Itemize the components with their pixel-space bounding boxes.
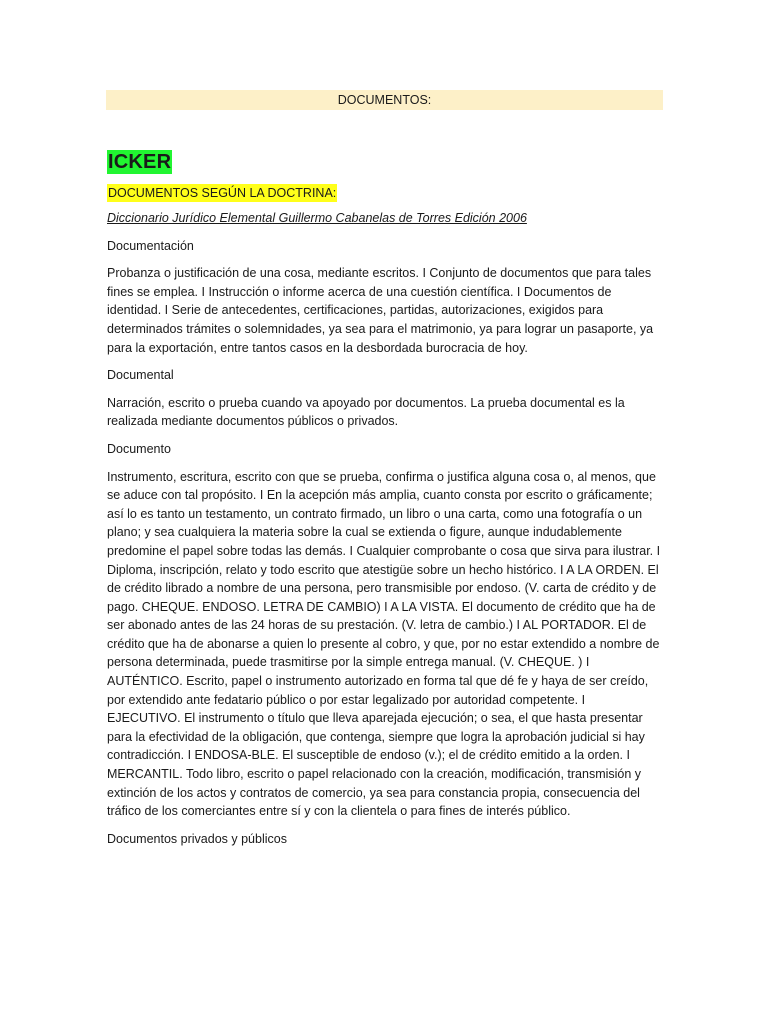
entry-term: Documentación — [107, 238, 194, 253]
source-citation: Diccionario Jurídico Elemental Guillermo Cabanelas de Torres Edición 2006 — [107, 211, 527, 225]
entry-term: Documento — [107, 441, 171, 456]
entry-definition: Instrumento, escritura, escrito con que se prueba, confirma o justifica alguna cosa o, al menos, que se aduce con tal propósito. I En la acepción más amplia, cuanto consta por escrito o gráficamente; así lo es tanto un testamento, un contrato firmado, un libro o una carta, como una fotografía o un plano; y sea cualquiera la materia sobre la cual se extienda o figure, aunque indudablemente predomine el papel sobre todas las demás. I Cualquier comprobante o cosa que sirva para ilustrar. I Diploma, inscripción, relato y todo escrito que atestigüe sobre un hecho histórico. I A LA ORDEN. El de crédito librado a nombre de una persona, pero transmisible por endoso. (V. carta de crédito y de pago. CHEQUE. ENDOSO. LETRA DE CAMBIO) I A LA VISTA. El documento de crédito que ha de ser abonado antes de las 24 horas de su prestación. (V. letra de cambio.) I AL PORTADOR. El de crédito que ha de abonarse a quien lo presente al cobro, y que, por no estar extendido a nombre de persona determinada, puede trasmitirse por la simple entrega manual. (V. CHEQUE. ) I AUTÉNTICO. Escrito, papel o instrumento autorizado en forma tal que dé fe y haya de ser creído, por extendido ante fedatario público o por estar legalizado por autoridad competente. I EJECUTIVO. El instrumento o título que lleva aparejada ejecución; o sea, el que hasta presentar para la efectividad de la obligación, que contenga, siempre que logra la aprobación judicial si hay contradicción. I ENDOSA-BLE. El susceptible de endoso (v.); el de crédito emitido a la orden. I MERCANTIL. Todo libro, escrito o papel relacionado con la creación, modificación, transmisión y extinción de los actos y contratos de comercio, ya sea para constancia propia, consecuencia del tráfico de los comerciantes entre sí y con la clientela o para fines de interés público. — [107, 469, 661, 819]
entry-term: Documentos privados y públicos — [107, 831, 287, 846]
section-heading: DOCUMENTOS SEGÚN LA DOCTRINA: — [108, 186, 337, 200]
entry-term: Documental — [107, 368, 174, 383]
brand-label: ICKER — [108, 151, 172, 173]
document-body — [107, 150, 662, 857]
entry-definition: Narración, escrito o prueba cuando va apoyado por documentos. La prueba documental es la realizada mediante documentos públicos o privados. — [107, 395, 625, 429]
entry-definition: Probanza o justificación de una cosa, mediante escritos. I Conjunto de documentos que para tales fines se emplea. I Instrucción o informe acerca de una cuestión científica. I Documentos de identidad. I Serie de antecedentes, certificaciones, partidas, autorizaciones, exigidos para determinados trámites o solemnidades, ya sea para el matrimonio, ya para lograr un pasaporte, ya para la exportación, entre tantos casos en la desbordada burocracia de hoy. — [107, 266, 654, 355]
page-title: DOCUMENTOS: — [106, 90, 663, 110]
